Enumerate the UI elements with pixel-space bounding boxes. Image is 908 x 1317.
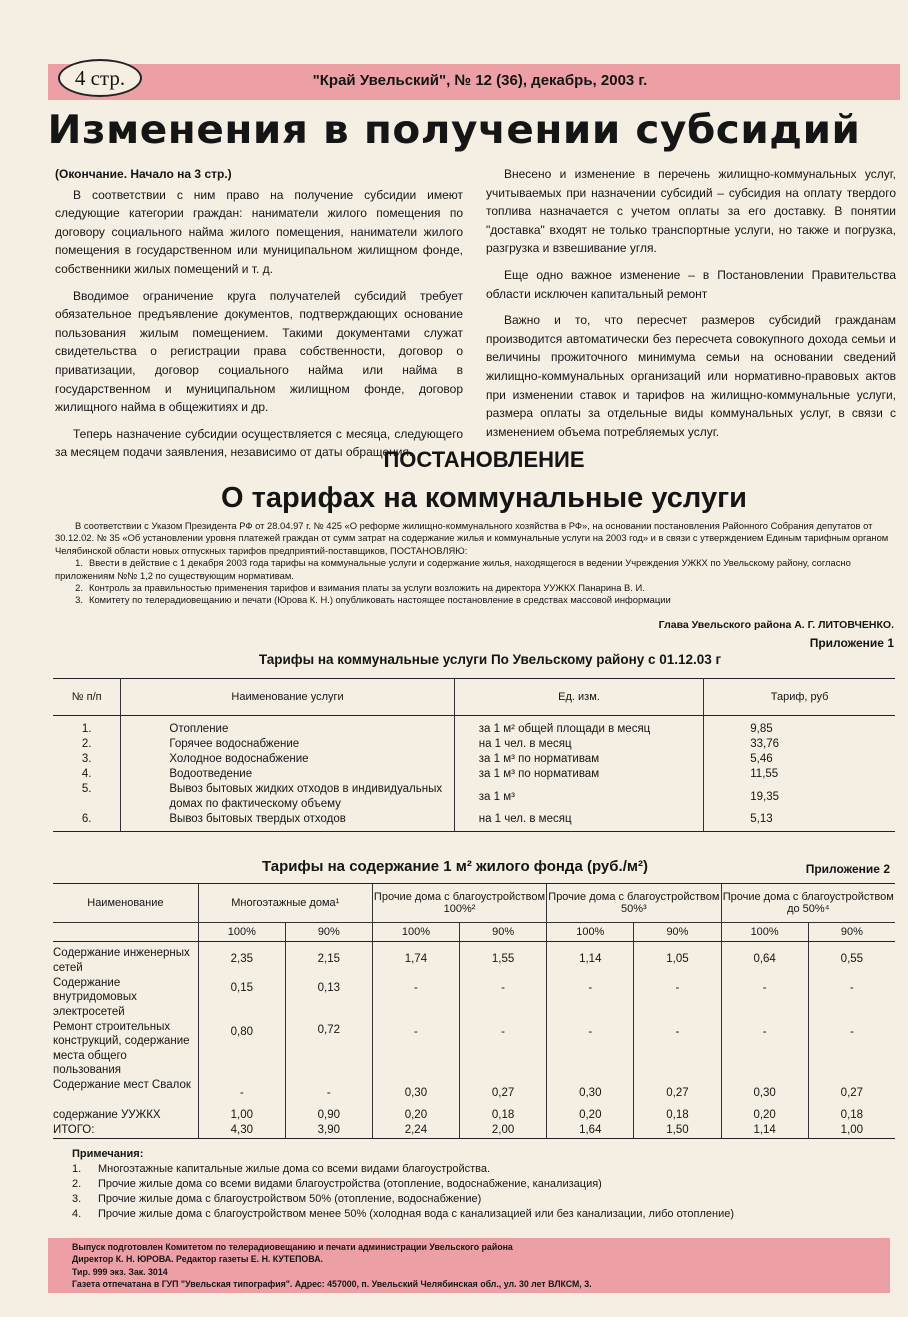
table-row: 5. Вывоз бытовых жидких отходов в индивидуальных домах по фактическому объему за 1 м³ 19,35 <box>53 782 895 812</box>
note-item: 3. Прочие жилые дома с благоустройством 50% (отопление, водоснабжение) <box>72 1193 482 1205</box>
housing-tariffs-table <box>53 883 895 1139</box>
decree-item: 1. Ввести в действие с 1 декабря 2003 года тарифы на коммунальные услуги и содержание жилья, находящегося в ведении Учреждения УЖКХ по Увельскому району, согласно приложениям №№ 1,2 по существующим нормативам. <box>55 557 851 581</box>
sub-header: 100% <box>372 923 459 942</box>
appendix2-title: Тарифы на содержание 1 м² жилого фонда (руб./м²) <box>262 858 648 875</box>
notes <box>72 1147 892 1222</box>
table-row: 1. Отопление за 1 м² общей площади в месяц 9,85 <box>53 722 895 737</box>
article-title: Изменения в получении субсидий <box>47 108 861 153</box>
table-row: Ремонт строительных конструкций, содержание места общего пользования 0,80 0,72 - - - - - - <box>53 1020 895 1078</box>
masthead: "Край Увельский", № 12 (36), декабрь, 2003 г. <box>312 72 648 89</box>
note-item: 1. Многоэтажные капитальные жилые дома со всеми видами благоустройства. <box>72 1163 491 1175</box>
decree-signature: Глава Увельского района А. Г. ЛИТОВЧЕНКО. <box>658 619 894 631</box>
table-row: ИТОГО: 4,30 3,90 2,24 2,00 1,64 1,50 1,14 1,00 <box>53 1123 895 1139</box>
decree-title: О тарифах на коммунальные услуги <box>221 482 747 514</box>
appendix2-label: Приложение 2 <box>805 862 890 876</box>
table-row: 4. Водоотведение за 1 м³ по нормативам 11,55 <box>53 767 895 782</box>
sub-header: 90% <box>634 923 721 942</box>
article-paragraph: Важно и то, что пересчет размеров субсидий гражданам производится автоматически без пересчета совокупного дохода семьи и величины прожиточного минимума семьи на основании сведений жилищно-коммунальных организаций или нормативно-правовых актов при изменении ставок и тарифов на жилищно-коммунальные услуги, размера оплаты за отдельные виды коммунальных услуг, в связи с изменением объема потребляемых услуг. <box>486 313 896 439</box>
imprint <box>72 1241 882 1291</box>
sub-header: 90% <box>285 923 372 942</box>
imprint-line: Тир. 999 экз. Зак. 3014 <box>72 1266 168 1277</box>
sub-header: 100% <box>547 923 634 942</box>
column-header: Прочие дома с благоустройством 100%² <box>372 884 546 923</box>
column-header: № п/п <box>53 679 121 716</box>
column-header: Наименование <box>53 884 198 923</box>
decree-item: 2. Контроль за правильностью применения тарифов и взимания платы за услуги возложить на директора УУЖКХ Панарина В. И. <box>75 582 645 594</box>
column-header: Тариф, руб <box>704 679 895 716</box>
article-right-column <box>486 165 896 449</box>
table-row: 3. Холодное водоснабжение за 1 м³ по нормативам 5,46 <box>53 752 895 767</box>
notes-title: Примечания: <box>72 1148 144 1160</box>
table-row: Содержание внутридомовых электросетей 0,15 0,13 - - - - - - <box>53 976 895 1020</box>
article-paragraph: Теперь назначение субсидии осуществляется с месяца, следующего за месяцем подачи заявления, независимо от даты обращения. <box>55 426 463 460</box>
article-lead: (Окончание. Начало на 3 стр.) <box>55 167 232 181</box>
table-row: Содержание инженерных сетей 2,35 2,15 1,74 1,55 1,14 1,05 0,64 0,55 <box>53 942 895 976</box>
page-number: 4 стр. <box>58 59 142 97</box>
decree-item: 3. Комитету по телерадиовещанию и печати (Юрова К. Н.) опубликовать настоящее постановление в средствах массовой информации <box>75 594 671 606</box>
table-row: 6. Вывоз бытовых твердых отходов на 1 чел. в месяц 5,13 <box>53 812 895 832</box>
note-item: 4. Прочие жилые дома с благоустройством менее 50% (холодная вода с канализацией или без канализации, либо отопление) <box>72 1208 734 1220</box>
imprint-line: Директор К. Н. ЮРОВА. Редактор газеты Е. Н. КУТЕПОВА. <box>72 1254 323 1265</box>
sub-header: 100% <box>721 923 808 942</box>
table-row: содержание УУЖКХ 1,00 0,90 0,20 0,18 0,20 0,18 0,20 0,18 <box>53 1108 895 1123</box>
imprint-line: Выпуск подготовлен Комитетом по телерадиовещанию и печати администрации Увельского района <box>72 1242 513 1252</box>
sub-header: 100% <box>198 923 285 942</box>
table-row: 2. Горячее водоснабжение на 1 чел. в месяц 33,76 <box>53 737 895 752</box>
note-item: 2. Прочие жилые дома со всеми видами благоустройства (отопление, водоснабжение, канализация) <box>72 1178 602 1190</box>
article-paragraph: Вводимое ограничение круга получателей субсидий требует обязательное предъявление документов, подтверждающих основание пользования жилым помещением. Такими документами служат свидетельства о регистрации права собственности, договор о приватизации, договор социального найма или найма в государственном и муниципальном жилищном фонде, договор жилищного найма в общежитиях и др. <box>55 288 463 415</box>
tariffs-table <box>53 678 895 832</box>
article-paragraph: Еще одно важное изменение – в Постановлении Правительства области исключен капитальный ремонт <box>486 267 896 301</box>
decree-preamble: В соответствии с Указом Президента РФ от 28.04.97 г. № 425 «О реформе жилищно-коммунального хозяйства в РФ», на основании постановления Районного Собрания депутатов от 30.12.02. № 35 «Об установлении уровня платежей граждан от сумм затрат на содержание жилья и коммунальные услуги на 2003 год» и в связи с утверждением Единым тарифным органом Челябинской области новых отпускных тарифов предприятий-поставщиков, ПОСТАНОВЛЯЮ: <box>55 520 889 556</box>
column-header: Наименование услуги <box>121 679 454 716</box>
column-header: Ед. изм. <box>454 679 704 716</box>
imprint-line: Газета отпечатана в ГУП "Увельская типография". Адрес: 457000, п. Увельский Челябинская обл., ул. 30 лет ВЛКСМ, 3. <box>72 1279 592 1290</box>
decree-body <box>55 520 895 607</box>
sub-header: 90% <box>460 923 547 942</box>
article-left-column <box>55 165 463 470</box>
table-row: Содержание мест Свалок - - 0,30 0,27 0,30 0,27 0,30 0,27 <box>53 1078 895 1108</box>
article-paragraph: Внесено и изменение в перечень жилищно-коммунальных услуг, учитываемых при назначении субсидий – субсидия на оплату твердого топлива назначается с учетом оплаты за его доставку. В понятии "доставка" входят не только транспортные услуги, но также и погрузка, разгрузка и взвешивание угля. <box>486 167 896 256</box>
appendix1-label: Приложение 1 <box>809 636 894 650</box>
column-header: Прочие дома с благоустройством 50%³ <box>547 884 721 923</box>
sub-header: 90% <box>808 923 895 942</box>
article-paragraph: В соответствии с ним право на получение субсидии имеют следующие категории граждан: наниматели жилого помещения по договору социального найма жилого помещения, наниматели жилого помещения в государственном или муниципальном жилищном фонде, собственники жилых помещений и т. д. <box>55 187 463 276</box>
column-header: Многоэтажные дома¹ <box>198 884 372 923</box>
appendix1-title: Тарифы на коммунальные услуги По Увельскому району с 01.12.03 г <box>258 652 722 667</box>
column-header: Прочие дома с благоустройством до 50%⁴ <box>721 884 895 923</box>
decree-heading: ПОСТАНОВЛЕНИЕ <box>383 447 585 472</box>
